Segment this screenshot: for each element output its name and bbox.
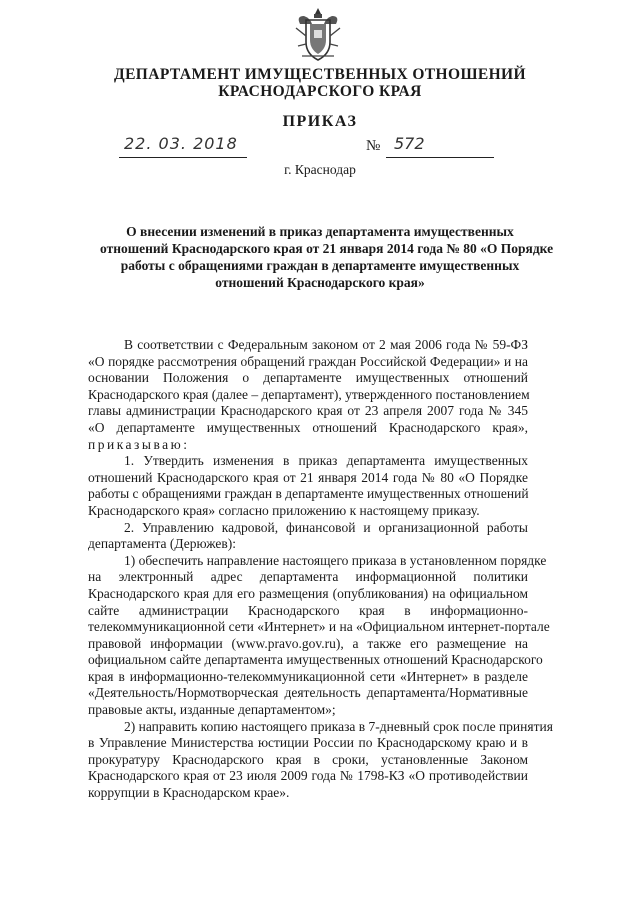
subject-line: отношений Краснодарского края» xyxy=(215,275,425,290)
body-line: прокуратуру Краснодарского края в сроки, установленные Законом xyxy=(88,751,528,767)
body-line: официальном сайте департамента имущественных отношений Краснодарского xyxy=(88,652,543,668)
body-line: главы администрации Краснодарского края от 23 апреля 2007 года № 345 xyxy=(88,403,528,419)
city: г. Краснодар xyxy=(284,162,356,177)
order-number: 572 xyxy=(394,134,425,153)
coat-of-arms-emblem xyxy=(292,6,344,64)
department-name-line2: КРАСНОДАРСКОГО КРАЯ xyxy=(218,83,422,100)
body-line: «О департаменте имущественных отношений Краснодарского края», xyxy=(88,419,528,435)
body-line: Краснодарского края (далее – департамент), утвержденного постановлением xyxy=(88,386,530,402)
order-subject xyxy=(100,223,554,291)
body-line: «Деятельность/Нормотворческая деятельность департамента/Нормативные xyxy=(88,685,528,701)
body-line: в Управление Министерства юстиции России по Краснодарскому краю и в xyxy=(88,735,528,751)
body-line: «О порядке рассмотрения обращений граждан Российской Федерации» и на xyxy=(88,353,528,369)
subject-line: О внесении изменений в приказ департамента имущественных xyxy=(126,224,514,239)
subject-line: работы с обращениями граждан в департаменте имущественных xyxy=(120,258,520,273)
body-line: отношений Краснодарского края от 21 января 2014 года № 80 «О Порядке xyxy=(88,469,528,485)
body-line: Краснодарского края» согласно приложению к настоящему приказу. xyxy=(88,502,480,518)
body-line: В соответствии с Федеральным законом от 2 мая 2006 года № 59-ФЗ xyxy=(124,337,528,352)
body-line: на электронный адрес департамента информационной политики xyxy=(88,569,528,585)
body-line: края в информационно-телекоммуникационной сети «Интернет» в разделе xyxy=(88,668,528,684)
body-line: работы с обращениями граждан в департаменте имущественных отношений xyxy=(88,486,529,502)
body-line: сайте администрации Краснодарского края в информационно- xyxy=(88,602,528,618)
body-line: 1. Утвердить изменения в приказ департамента имущественных xyxy=(124,453,528,469)
body-line: 2) направить копию настоящего приказа в 7-дневный срок после принятия xyxy=(124,718,553,734)
body-line: правовой информации (www.pravo.gov.ru), а также его размещение на xyxy=(88,635,528,651)
body-line: 2. Управлению кадровой, финансовой и организационной работы xyxy=(124,519,528,535)
order-date: 22. 03. 2018 xyxy=(124,134,238,153)
body-line: приказываю: xyxy=(88,436,190,452)
body-line: Краснодарского края для его размещения (опубликования) на официальном xyxy=(88,585,528,601)
number-sign: № xyxy=(366,138,381,154)
body-line: коррупции в Краснодарском крае». xyxy=(88,785,290,801)
subject-line: отношений Краснодарского края от 21 января 2014 года № 80 «О Порядке xyxy=(100,241,554,256)
department-name-line1: ДЕПАРТАМЕНТ ИМУЩЕСТВЕННЫХ ОТНОШЕНИЙ xyxy=(114,66,526,83)
body-line: основании Положения о департаменте имущественных отношений xyxy=(88,370,528,386)
body-line: Краснодарского края от 23 июля 2009 года № 1798-КЗ «О противодействии xyxy=(88,768,528,784)
body-line: департамента (Дерюжев): xyxy=(88,536,237,552)
order-title: ПРИКАЗ xyxy=(282,113,358,130)
order-body xyxy=(88,337,553,802)
body-line: телекоммуникационной сети «Интернет» и на «Официальном интернет-портале xyxy=(88,619,550,635)
body-line: 1) обеспечить направление настоящего приказа в установленном порядке xyxy=(124,552,547,568)
body-line: правовые акты, изданные департаментом»; xyxy=(88,702,336,718)
